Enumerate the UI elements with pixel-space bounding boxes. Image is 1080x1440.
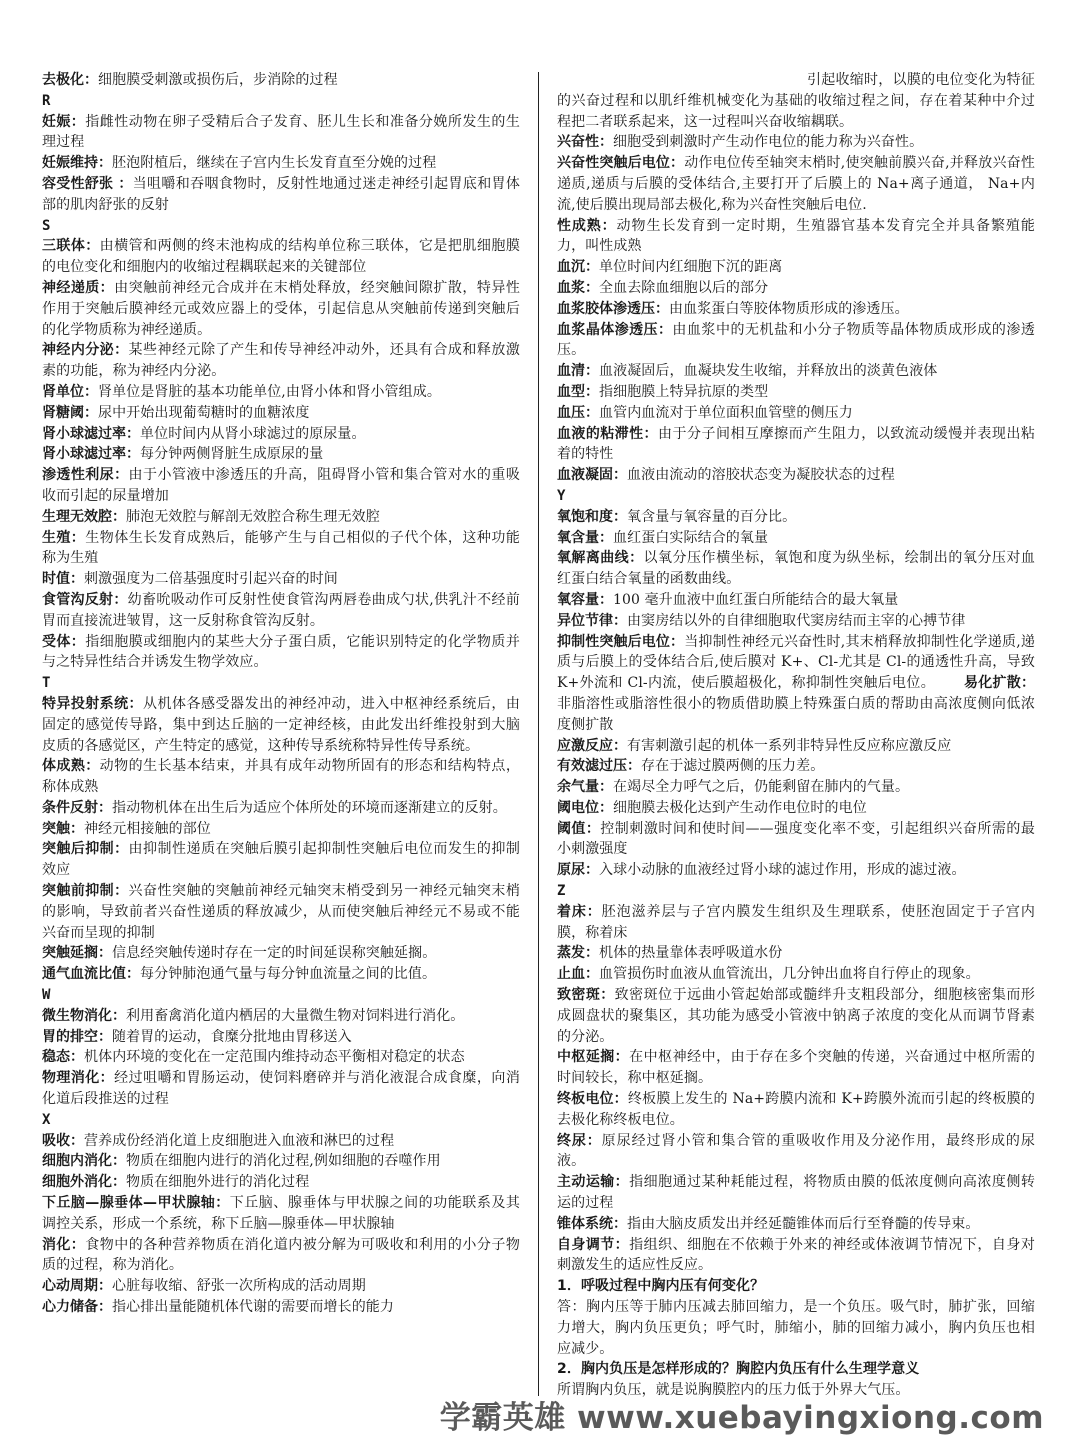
entry-term: 特异投射系统： — [42, 695, 143, 712]
entry-term: 着床： — [557, 903, 602, 920]
glossary-entry — [557, 611, 1035, 632]
entry-term: 容受性舒张 ： — [42, 175, 133, 192]
entry-term: 血清： — [557, 363, 599, 380]
glossary-entry — [557, 548, 1035, 590]
entry-term: 妊娠： — [42, 113, 86, 130]
entry-term: 终板电位： — [557, 1091, 628, 1108]
entry-definition: 致密斑位于远曲小管起始部或髓绊升支粗段部分，细胞核密集而形成圆盘状的聚集区，其功能为感受小管液中钠离子浓度的变化从而调节肾素的分泌。 — [557, 987, 1035, 1045]
entry-definition: 单位时间内红细胞下沉的距离 — [599, 259, 783, 276]
entry-term: 微生物消化： — [42, 1007, 126, 1024]
entry-term: 阈值： — [557, 820, 601, 837]
entry-definition: 物质在细胞外进行的消化过程 — [126, 1174, 310, 1191]
entry-term: 时值： — [42, 571, 84, 588]
entry-term: 血浆胶体渗透压： — [557, 300, 669, 317]
entry-definition: 某些神经元除了产生和传导神经冲动外，还具有合成和释放激素的功能，称为神经内分泌。 — [42, 342, 521, 380]
entry-definition: 由于小管液中渗透压的升高，阻碍肾小管和集合管对水的重吸收而引起的尿量增加 — [42, 467, 521, 504]
entry-definition: 当抑制性神经元兴奋性时,其末梢释放抑制性化学递质,递质与后膜上的受体结合后,使后膜对 K+、Cl-尤其是 Cl-的通透性升高，导致 K+外流和 Cl-内流，使后膜超极化，称抑制性突触后电位。 — [557, 633, 1036, 692]
entry-term: 氧饱和度： — [557, 508, 627, 525]
entry-term: 生殖： — [42, 529, 86, 546]
entry-definition: 在中枢神经中，由于存在多个突触的传递，兴奋通过中枢所需的时间较长，称中枢延搁。 — [557, 1049, 1035, 1087]
entry-term: 肾小球滤过率： — [42, 446, 140, 463]
entry-definition: 非脂溶性或脂溶性很小的物质借助膜上特殊蛋白质的帮助由高浓度侧向低浓度侧扩散 — [557, 695, 1035, 733]
entry-definition: 经过咀嚼和胃肠运动，使饲料磨碎并与消化液混合成食糜，向消化道后段推送的过程 — [42, 1070, 520, 1108]
glossary-entry — [42, 1047, 520, 1068]
entry-term: 主动运输： — [557, 1174, 630, 1191]
entry-definition: 神经元相接触的部位 — [84, 820, 211, 837]
glossary-entry — [42, 153, 520, 174]
answer-text: 答：胸内压等于肺内压减去肺回缩力，是一个负压。吸气时，肺扩张，回缩力增大，胸内负压更负；呼气时，肺缩小，肺的回缩力减小，胸内负压也相应减少。 — [557, 1299, 1035, 1357]
glossary-entry — [42, 444, 520, 465]
entry-definition: 终板膜上发生的 Na+跨膜内流和 K+跨膜外流而引起的终板膜的去极化称终板电位。 — [557, 1091, 1036, 1128]
entry-term: 食管沟反射： — [42, 591, 128, 608]
entry-definition: 当咀嚼和吞咽食物时，反射性地通过迷走神经引起胃底和胃体部的肌肉舒张的反射 — [42, 175, 521, 213]
glossary-entry — [42, 465, 520, 507]
entry-definition: 血液由流动的溶胶状态变为凝胶状态的过程 — [627, 467, 895, 484]
glossary-entry — [42, 1006, 520, 1027]
question-heading: 2．胸内负压是怎样形成的？胸腔内负压有什么生理学意义 — [557, 1361, 920, 1378]
entry-term: 条件反射： — [42, 799, 112, 816]
entry-definition: 指动物机体在出生后为适应个体所处的环境而逐渐建立的反射。 — [112, 799, 507, 816]
entry-term: 兴奋性： — [557, 134, 613, 151]
section-letter: T — [42, 675, 51, 692]
entry-definition: 生物体生长发育成熟后，能够产生与自己相似的子代个体，这种功能称为生殖 — [42, 529, 520, 567]
glossary-entry — [557, 819, 1035, 861]
entry-term: 性成熟： — [557, 217, 617, 234]
entry-term: 通气血流比值： — [42, 966, 140, 983]
entry-term: 神经内分泌： — [42, 342, 129, 359]
glossary-entry — [42, 340, 520, 382]
entry-term: 血压： — [557, 404, 599, 421]
entry-term: 抑制性突触后电位： — [557, 633, 685, 650]
entry-term: 原尿： — [557, 862, 599, 879]
entry-term: 蒸发： — [557, 945, 599, 962]
glossary-entry — [42, 1131, 520, 1152]
entry-definition: 原尿经过肾小管和集合管的重吸收作用及分泌作用，最终形成的尿液。 — [557, 1132, 1035, 1170]
entry-definition: 由突触前神经元合成并在末梢处释放，经突触间隙扩散，特异性作用于突触后膜神经元或效应器上的受体，引起信息从突触前传递到突触后的化学物质称为神经递质。 — [42, 279, 520, 338]
entry-definition: 利用畜禽消化道内栖居的大量微生物对饲料进行消化。 — [126, 1007, 465, 1024]
entry-definition: 在竭尽全力呼气之后，仍能剩留在肺内的气量。 — [613, 779, 910, 796]
entry-term: 突触： — [42, 820, 84, 837]
glossary-entry — [557, 777, 1035, 798]
glossary-entry — [42, 112, 520, 154]
entry-term: 兴奋性突触后电位： — [557, 155, 685, 172]
entry-term: 血液的粘滞性： — [557, 425, 658, 442]
entry-term: 突触前抑制： — [42, 883, 129, 900]
glossary-entry — [557, 320, 1035, 362]
entry-definition: 幼畜吮吸动作可反射性使食管沟两唇卷曲成勺状,供乳汁不经前胃而直接流进皱胃，这一反射称食管沟反射。 — [42, 591, 521, 629]
glossary-entry — [42, 382, 520, 403]
entry-definition: 指雌性动物在卵子受精后合子发育、胚儿生长和准备分娩所发生的生理过程 — [42, 113, 520, 151]
glossary-entry — [42, 819, 520, 840]
section-letter: Z — [557, 883, 566, 900]
continued-text: 引起收缩时，以膜的电位变化为特征的兴奋过程和以肌纤维机械变化为基础的收缩过程之间，存在着某种中介过程把二者联系起来，这一过程叫兴奋收缩耦联。 — [557, 72, 1035, 130]
entry-definition: 下丘脑、腺垂体与甲状腺之间的功能联系及其调控关系，形成一个系统，称下丘脑—腺垂体—甲状腺轴 — [42, 1195, 520, 1232]
entry-definition: 每分钟肺泡通气量与每分钟血流量之间的比值。 — [140, 966, 437, 983]
entry-term: 心动周期： — [42, 1278, 112, 1295]
entry-definition: 机体的热量靠体表呼吸道水份 — [599, 945, 783, 962]
entry-term: 神经递质： — [42, 279, 115, 296]
glossary-entry — [557, 528, 1035, 549]
entry-definition: 动作电位传至轴突末梢时,使突触前膜兴奋,并释放兴奋性递质,递质与后膜的受体结合,主要打开了后膜上的 Na+离子通道， Na+内流,使后膜出现局部去极化,称为兴奋性突触后电位. — [557, 155, 1036, 213]
entry-term: 氧含量： — [557, 529, 613, 546]
entry-term: 体成熟： — [42, 758, 100, 775]
left-column — [42, 70, 520, 1318]
entry-term: 消化： — [42, 1236, 86, 1253]
glossary-entry — [557, 424, 1035, 466]
glossary-entry — [42, 943, 520, 964]
entry-definition: 营养成份经消化道上皮细胞进入血液和淋巴的过程 — [84, 1132, 395, 1149]
glossary-entry — [42, 1276, 520, 1297]
glossary-entry — [42, 1193, 520, 1235]
entry-term: 有效滤过压： — [557, 758, 641, 775]
entry-term: 终尿： — [557, 1132, 602, 1149]
entry-definition: 血管损伤时血液从血管流出，几分钟出血将自行停止的现象。 — [599, 966, 980, 983]
entry-definition: 由抑制性递质在突触后膜引起抑制性突触后电位而发生的抑制效应 — [42, 841, 521, 879]
section-letter: W — [42, 987, 51, 1004]
glossary-entry — [557, 943, 1035, 964]
entry-term: 细胞外消化： — [42, 1174, 126, 1191]
glossary-entry — [557, 507, 1035, 528]
entry-term: 止血： — [557, 966, 599, 983]
entry-term: 胃的排空： — [42, 1028, 112, 1045]
entry-definition: 动物的生长基本结束，并具有成年动物所固有的形态和结构特点，称体成熟 — [42, 758, 520, 796]
glossary-entry — [557, 278, 1035, 299]
question-heading: 1．呼吸过程中胸内压有何变化？ — [557, 1278, 765, 1295]
entry-term: 血型： — [557, 383, 599, 400]
glossary-entry — [557, 132, 1035, 153]
entry-term: 突触后抑制： — [42, 841, 129, 858]
glossary-entry — [42, 278, 520, 340]
glossary-entry — [557, 1235, 1035, 1277]
entry-definition: 存在于滤过膜两侧的压力差。 — [641, 758, 825, 775]
entry-definition: 指组织、细胞在不依赖于外来的神经或体液调节情况下，自身对刺激发生的适应性反应。 — [557, 1236, 1035, 1274]
glossary-entry — [557, 465, 1035, 486]
entry-definition: 食物中的各种营养物质在消化道内被分解为可吸收和利用的小分子物质的过程，称为消化。 — [42, 1236, 520, 1274]
entry-definition: 细胞膜受刺激或损伤后，步消除的过程 — [98, 72, 338, 88]
entry-definition: 信息经突触传递时存在一定的时间延误称突触延搁。 — [112, 945, 437, 962]
glossary-entry — [42, 507, 520, 528]
section-letter: R — [42, 92, 51, 109]
section-letter: S — [42, 217, 51, 234]
entry-definition: 机体内环境的变化在一定范围内维持动态平衡相对稳定的状态 — [84, 1049, 465, 1066]
glossary-entry — [42, 590, 520, 632]
entry-term: 生理无效腔： — [42, 508, 126, 525]
entry-term: 肾小球滤过率： — [42, 425, 140, 442]
entry-definition: 胚泡附植后，继续在子宫内生长发育直至分娩的过程 — [112, 155, 437, 172]
glossary-entry — [557, 590, 1035, 611]
entry-term: 致密斑： — [557, 987, 615, 1004]
glossary-entry — [42, 632, 520, 674]
entry-definition: 氧含量与氧容量的百分比。 — [627, 508, 797, 525]
glossary-entry — [42, 1297, 520, 1318]
entry-definition: 刺激强度为二倍基强度时引起兴奋的时间 — [84, 571, 338, 588]
glossary-entry — [557, 299, 1035, 320]
glossary-entry — [557, 1131, 1035, 1173]
entry-term: 心力储备： — [42, 1299, 112, 1316]
entry-definition: 尿中开始出现葡萄糖时的血糖浓度 — [98, 404, 310, 421]
entry-definition: 指细胞通过某种耗能过程，将物质由膜的低浓度侧向高浓度侧转运的过程 — [557, 1174, 1035, 1212]
glossary-entry — [42, 424, 520, 445]
glossary-entry — [557, 798, 1035, 819]
glossary-entry — [557, 1214, 1035, 1235]
entry-definition: 由横管和两侧的终末池构成的结构单位称三联体，它是把肌细胞膜的电位变化和细胞内的收缩过程耦联起来的关键部位 — [42, 238, 520, 276]
entry-definition: 随着胃的运动，食糜分批地由胃移送入 — [112, 1028, 352, 1045]
entry-term: 稳态： — [42, 1049, 84, 1066]
entry-term: 应激反应： — [557, 737, 627, 754]
entry-definition: 血红蛋白实际结合的氧量 — [613, 529, 769, 546]
entry-term: 细胞内消化： — [42, 1153, 126, 1170]
glossary-entry — [42, 1027, 520, 1048]
glossary-entry — [42, 1172, 520, 1193]
glossary-entry — [42, 881, 520, 943]
entry-definition: 血液凝固后，血凝块发生收缩，并释放出的淡黄色液体 — [599, 363, 938, 380]
glossary-entry — [557, 257, 1035, 278]
glossary-entry — [42, 528, 520, 570]
entry-term: 中枢延搁： — [557, 1049, 630, 1066]
entry-term: 氧容量： — [557, 591, 613, 608]
entry-term: 吸收： — [42, 1132, 84, 1149]
glossary-entry — [42, 1235, 520, 1277]
entry-definition: 物质在细胞内进行的消化过程,例如细胞的吞噬作用 — [126, 1153, 441, 1170]
entry-term: 受体： — [42, 633, 86, 650]
glossary-entry — [557, 964, 1035, 985]
entry-term: 异位节律： — [557, 612, 627, 629]
entry-definition: 每分钟两侧肾脏生成原尿的量 — [140, 446, 324, 463]
entry-definition: 兴奋性突触的突触前神经元轴突末梢受到另一神经元轴突末梢的影响，导致前者兴奋性递质的释放减少，从而使突触后神经元不易或不能兴奋而呈现的抑制 — [42, 883, 521, 941]
glossary-entry — [42, 174, 520, 216]
entry-definition: 由血浆蛋白等胶体物质形成的渗透压。 — [669, 300, 909, 317]
glossary-entry — [42, 798, 520, 819]
entry-definition: 有害刺激引起的机体一系列非特异性反应称应激反应 — [627, 737, 952, 754]
glossary-entry — [557, 632, 1035, 736]
entry-term: 阈电位： — [557, 799, 613, 816]
entry-term: 余气量： — [557, 779, 613, 796]
glossary-entry — [557, 403, 1035, 424]
glossary-entry — [42, 403, 520, 424]
entry-term: 氧解离曲线： — [557, 550, 644, 567]
entry-term: 突触延搁： — [42, 945, 112, 962]
entry-term: 血沉： — [557, 259, 599, 276]
entry-term: 自身调节： — [557, 1236, 630, 1253]
entry-term: 易化扩散： — [963, 675, 1035, 692]
glossary-entry — [42, 839, 520, 881]
entry-definition: 胚泡滋养层与子宫内膜发生组织及生理联系，使胚泡固定于子宫内膜，称着床 — [557, 903, 1035, 941]
glossary-entry — [42, 236, 520, 278]
entry-definition: 从机体各感受器发出的神经冲动，进入中枢神经系统后，由固定的感觉传导路，集中到达丘脑的一定神经核，由此发出纤维投射到大脑皮质的各感觉区，产生特定的感觉，这种传导系统称特异性传导系统。 — [42, 695, 520, 754]
entry-term: 血浆： — [557, 279, 599, 296]
glossary-entry — [42, 964, 520, 985]
glossary-entry — [42, 70, 520, 91]
right-column — [557, 70, 1035, 1401]
glossary-entry — [557, 361, 1035, 382]
glossary-entry — [42, 694, 520, 756]
entry-term: 血浆晶体渗透压： — [557, 321, 673, 338]
glossary-entry — [42, 1151, 520, 1172]
section-letter: X — [42, 1111, 51, 1128]
section-letter: Y — [557, 487, 566, 504]
entry-definition: 全血去除血细胞以后的部分 — [599, 279, 769, 296]
glossary-entry — [42, 1068, 520, 1110]
entry-definition: 肾单位是肾脏的基本功能单位,由肾小体和肾小管组成。 — [98, 383, 441, 400]
entry-definition: 动物生长发育到一定时期，生殖器官基本发育完全并具备繁殖能力，叫性成熟 — [557, 217, 1035, 255]
entry-definition: 心脏每收缩、舒张一次所构成的活动周期 — [112, 1278, 366, 1295]
entry-definition: 由窦房结以外的自律细胞取代窦房结而主宰的心搏节律 — [627, 612, 966, 629]
entry-definition: 指由大脑皮质发出并经延髓锥体而后行至脊髓的传导束。 — [627, 1215, 980, 1232]
entry-term: 妊娠维持： — [42, 155, 112, 172]
entry-definition: 指细胞膜上特异抗原的类型 — [599, 383, 769, 400]
answer-text: 所谓胸内负压，就是说胸膜腔内的压力低于外界大气压。 — [557, 1382, 910, 1399]
footer-watermark: 学霸英雄 www.xuebayingxiong.com — [439, 1400, 1044, 1436]
glossary-entry — [557, 902, 1035, 944]
entry-definition: 由于分子间相互摩擦而产生阻力，以致流动缓慢并表现出粘着的特性 — [557, 425, 1035, 463]
entry-definition: 细胞受到刺激时产生动作电位的能力称为兴奋性。 — [613, 134, 924, 151]
entry-term: 肾糖阈： — [42, 404, 98, 421]
glossary-entry — [557, 1047, 1035, 1089]
glossary-entry — [557, 736, 1035, 757]
glossary-entry — [557, 985, 1035, 1047]
glossary-entry — [557, 153, 1035, 215]
glossary-entry — [557, 860, 1035, 881]
column-divider — [538, 72, 539, 1396]
entry-definition: 指心排出量能随机体代谢的需要而增长的能力 — [112, 1299, 394, 1316]
glossary-entry — [557, 756, 1035, 777]
entry-definition: 控制刺激时间和使时间——强度变化率不变，引起组织兴奋所需的最小刺激强度 — [557, 820, 1036, 858]
entry-definition: 入球小动脉的血液经过肾小球的滤过作用，形成的滤过液。 — [599, 862, 966, 879]
entry-term: 锥体系统： — [557, 1215, 627, 1232]
entry-term: 物理消化： — [42, 1070, 115, 1087]
entry-term: 去极化： — [42, 72, 98, 88]
glossary-entry — [42, 569, 520, 590]
entry-term: 三联体： — [42, 238, 100, 255]
entry-term: 下丘脑—腺垂体—甲状腺轴： — [42, 1195, 230, 1212]
glossary-entry — [42, 756, 520, 798]
entry-term: 渗透性利尿： — [42, 467, 129, 484]
glossary-entry — [557, 1172, 1035, 1214]
entry-definition: 血管内血流对于单位面积血管壁的侧压力 — [599, 404, 853, 421]
entry-definition: 细胞膜去极化达到产生动作电位时的电位 — [613, 799, 867, 816]
entry-definition: 单位时间内从肾小球滤过的原尿量。 — [140, 425, 366, 442]
entry-term: 肾单位： — [42, 383, 98, 400]
entry-definition: 肺泡无效腔与解剖无效腔合称生理无效腔 — [126, 508, 380, 525]
entry-term: 血液凝固： — [557, 467, 627, 484]
glossary-entry — [557, 382, 1035, 403]
glossary-entry — [557, 216, 1035, 258]
entry-definition: 由血浆中的无机盐和小分子物质等晶体物质成形成的渗透压。 — [557, 321, 1035, 359]
glossary-entry — [557, 1089, 1035, 1131]
entry-definition: 指细胞膜或细胞内的某些大分子蛋白质，它能识别特定的化学物质并与之特异性结合并诱发生物学效应。 — [42, 633, 520, 671]
entry-definition: 以氧分压作横坐标，氧饱和度为纵坐标，绘制出的氧分压对血红蛋白结合氧量的函数曲线。 — [557, 550, 1036, 588]
entry-definition: 100 毫升血液中血红蛋白所能结合的最大氧量 — [613, 591, 899, 608]
